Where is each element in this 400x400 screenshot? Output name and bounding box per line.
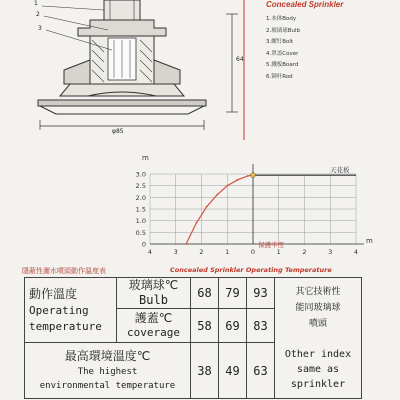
y-tick-label: 3.0 [135,170,146,179]
cover-val-3: 83 [247,309,275,343]
amb-val-1: 38 [191,343,219,399]
dimension-height: 64 [236,56,244,63]
note-en2: same as [296,364,340,375]
part-body: 1.本体Body [266,16,297,22]
bulb-header [117,278,191,309]
note-cn1: 其它技術性 [295,287,341,297]
part-bulb: 2.玻璃球Bulb [266,27,301,34]
y-tick-label: 1.0 [135,217,146,226]
cover-val-1: 58 [191,309,219,343]
cover-header [117,309,191,343]
y-tick-label: 1.5 [135,205,146,214]
data-point [185,243,187,245]
cover-cn: 護蓋℃ [134,311,173,325]
bulb-val-3: 93 [247,278,275,309]
callout-2: 2 [36,11,40,18]
y-tick-label: 0 [141,240,146,249]
protect-radius-label: 保護半徑 [258,241,284,249]
ambient-header [25,343,191,399]
y-tick-label: 2.5 [135,182,146,191]
bulb-val-2: 79 [219,278,247,309]
part-cover: 4.罩盖Cover [266,50,299,57]
amb-val-2: 49 [219,343,247,399]
x-tick-label: 3 [328,248,333,256]
x-tick-label: 4 [353,248,359,256]
op-temp-cn: 動作溫度 [29,286,78,301]
sprinkler-drawing [0,0,400,146]
drawing-title: Concealed Sprinkler [266,0,344,9]
y-tick-label: 2.0 [135,193,146,202]
data-point [206,206,208,208]
table-title-en: Concealed Sprinkler Operating Temperature [170,266,332,274]
x-tick-label: 2 [199,248,204,256]
cover-en: coverage [127,326,180,339]
ceiling-label: 天花板 [330,166,350,174]
bulb-cn: 玻璃球℃ [128,278,179,292]
dimension-width: φ85 [112,128,124,135]
nozzle-marker [251,173,256,178]
table-title-cn: 隱蔽性灑水噴頭動作溫度表 [22,267,106,275]
bulb-val-1: 68 [191,278,219,309]
note-cell [275,278,362,399]
operating-temperature-table [24,277,362,399]
part-board: 5.溅板Board [266,62,299,68]
x-tick-label: 3 [173,248,178,256]
x-tick-label: 4 [147,248,153,256]
bulb-en: Bulb [139,293,168,307]
note-en1: Other index [284,349,352,360]
amb-val-3: 63 [247,343,275,399]
callout-3: 3 [38,25,42,32]
amb-en1: The highest [77,367,138,377]
table-row [25,278,362,309]
note-cn2: 能同玻璃球 [295,303,341,313]
amb-en2: environmental temperature [39,381,176,391]
x-axis-unit: m [366,237,373,245]
data-point [237,179,239,181]
y-axis-unit: m [142,154,149,162]
x-tick-label: 1 [225,248,230,256]
op-temp-en1: Operating [29,303,89,317]
data-point [247,175,249,177]
note-en3: sprinkler [290,379,346,390]
data-point [216,194,218,196]
part-rod: 6.铆杆Rod [266,73,293,80]
amb-cn: 最高環境溫度℃ [64,349,151,363]
operating-temp-header [25,278,117,343]
parts-list [266,14,396,83]
data-point [226,185,228,187]
x-tick-label: 2 [302,248,307,256]
data-point [195,222,197,224]
y-tick-label: 0.5 [135,228,146,237]
callout-1: 1 [34,0,38,7]
note-cn3: 噴頭 [308,319,327,329]
part-bolt: 3.螺钉Bolt [266,39,294,45]
cover-val-2: 69 [219,309,247,343]
x-tick-label: 0 [250,248,256,256]
op-temp-en2: temperature [29,319,102,333]
x-tick-label: 1 [276,248,281,256]
